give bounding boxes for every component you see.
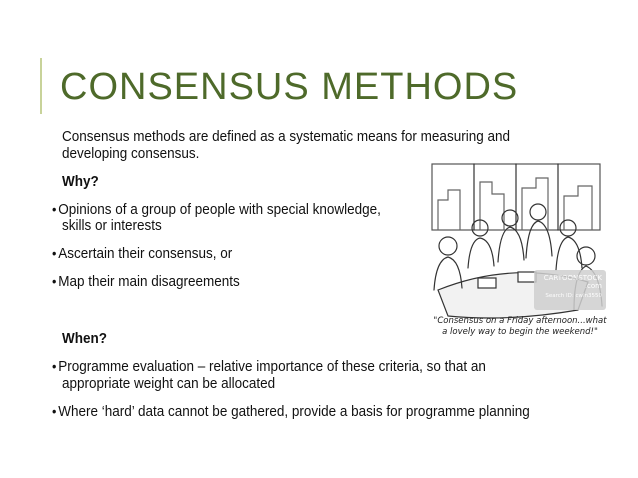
why-bullet-2 (52, 245, 232, 262)
cartoonstock-watermark (534, 270, 606, 310)
watermark-search-id: Search ID: cwln3550 (545, 293, 602, 299)
when-bullet-1-line-1: Programme evaluation – relative importance of these criteria, so that an (58, 358, 486, 375)
intro-line-2: developing consensus. (62, 145, 200, 162)
bullet-dot-icon: • (52, 403, 57, 419)
watermark-domain: .com (584, 282, 602, 290)
bullet-dot-icon: • (52, 201, 57, 217)
when-bullet-2-text: Where ‘hard’ data cannot be gathered, provide a basis for programme planning (58, 403, 530, 420)
meeting-cartoon-image (418, 160, 608, 340)
watermark-brand: CARTOONSTOCK (543, 274, 602, 282)
when-bullet-2 (52, 403, 530, 420)
why-bullet-1-line-1: Opinions of a group of people with special knowledge, (58, 201, 381, 218)
bullet-dot-icon: • (52, 358, 57, 374)
when-bullet-1-line-2: appropriate weight can be allocated (62, 375, 276, 392)
cartoon-caption (430, 316, 610, 338)
intro-line-1: Consensus methods are defined as a systematic means for measuring and (62, 128, 510, 145)
why-bullet-3 (52, 273, 240, 290)
bullet-dot-icon: • (52, 245, 57, 261)
cartoon-caption-line-1: "Consensus on a Friday afternoon...what (433, 316, 607, 326)
bullet-dot-icon: • (52, 273, 57, 289)
when-heading: When? (62, 330, 107, 347)
title-accent-bar (40, 58, 42, 114)
why-bullet-2-text: Ascertain their consensus, or (58, 245, 233, 262)
why-bullet-1-line-2: skills or interests (62, 217, 162, 234)
when-bullet-1 (52, 358, 486, 375)
why-heading: Why? (62, 173, 99, 190)
cartoon-caption-line-2: a lovely way to begin the weekend!" (442, 327, 598, 337)
slide-title: CONSENSUS METHODS (60, 66, 519, 108)
why-bullet-1 (52, 201, 381, 218)
why-bullet-3-text: Map their main disagreements (58, 273, 240, 290)
